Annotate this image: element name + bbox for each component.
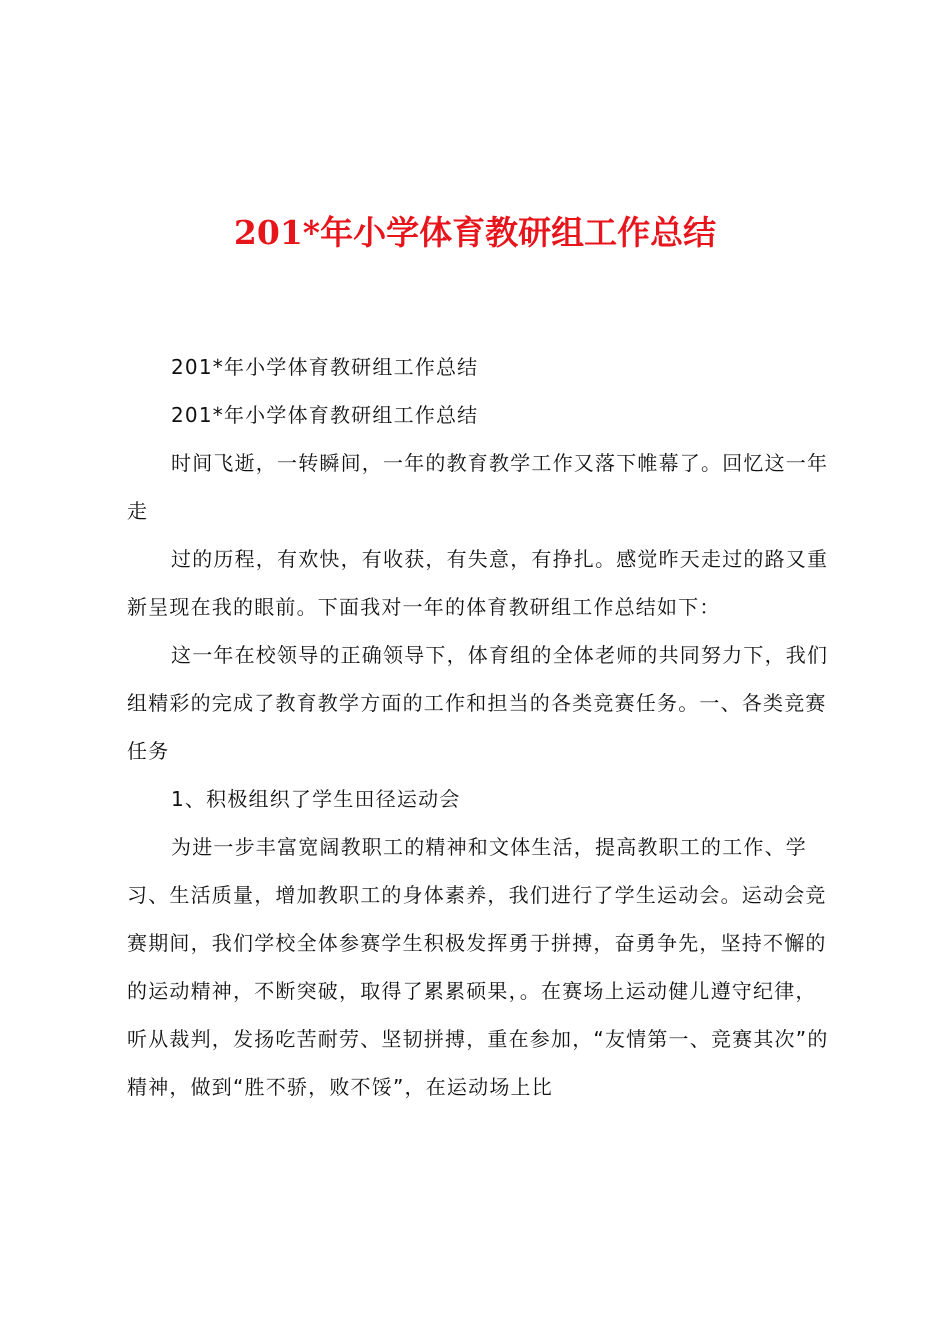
document-title: 201*年小学体育教研组工作总结 <box>233 213 717 252</box>
paragraph: 为进一步丰富宽阔教职工的精神和文体生活，提高教职工的工作、学习、生活质量，增加教职工的身体素养，我们进行了学生运动会。运动会竞赛期间，我们学校全体参赛学生积极发挥勇于拼搏，奋勇争先，坚持不懈的的运动精神，不断突破，取得了累累硕果，。在赛场上运动健儿遵守纪律，听从裁判，发扬吃苦耐劳、坚韧拼搏，重在参加，“友情第一、竞赛其次”的精神，做到“胜不骄，败不馁”，在运动场上比 <box>127 835 829 1099</box>
paragraph: 这一年在校领导的正确领导下，体育组的全体老师的共同努力下，我们组精彩的完成了教育教学方面的工作和担当的各类竞赛任务。一、各类竞赛任务 <box>127 643 829 763</box>
paragraph: 201*年小学体育教研组工作总结 <box>171 403 479 427</box>
paragraph: 时间飞逝，一转瞬间，一年的教育教学工作又落下帷幕了。回忆这一年走 <box>127 451 829 523</box>
paragraph: 1、积极组织了学生田径运动会 <box>171 787 461 811</box>
document-body <box>127 343 837 1111</box>
paragraph: 201*年小学体育教研组工作总结 <box>171 355 479 379</box>
paragraph: 过的历程，有欢快，有收获，有失意，有挣扎。感觉昨天走过的路又重新呈现在我的眼前。下面我对一年的体育教研组工作总结如下： <box>127 547 829 619</box>
